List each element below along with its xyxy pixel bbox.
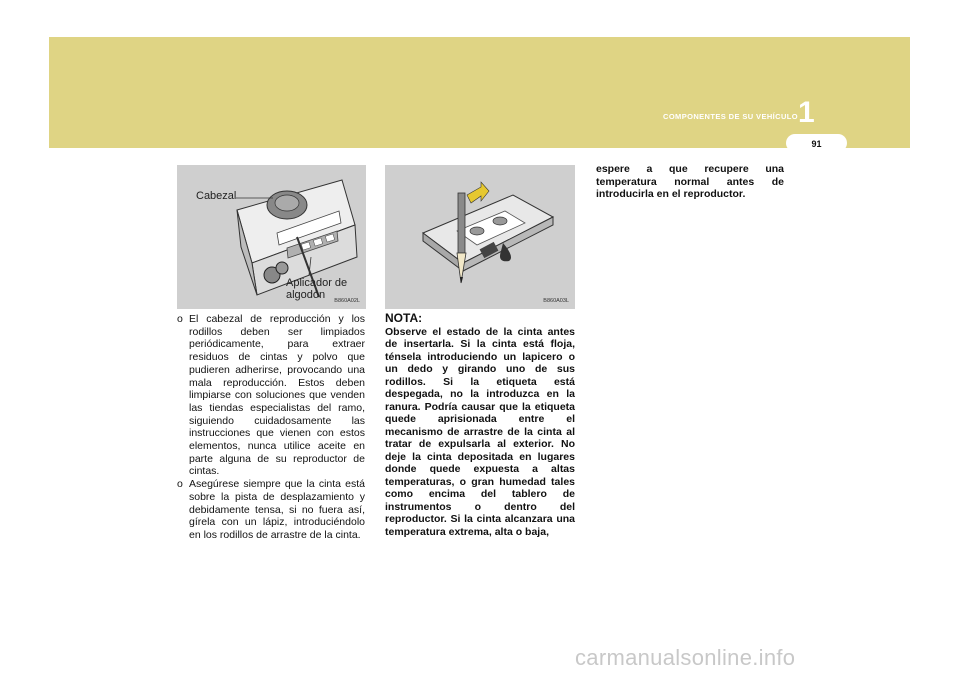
note-text: Observe el estado de la cinta antes de insertarla. Si la cinta está floja, ténsela introduciendo un lapicero o un dedo y girando uno de sus rodillos. Si la etiqueta está despegada, no la introduzca en la ranura. Podría causar que la etiqueta quede aprisionada entre el mecanismo de arrastre de la cinta al tratar de expulsarla al exterior. No deje la cinta depositada en lugares donde quede expuesta a altas temperaturas, o gran humedad tales como encima del tablero de instrumentos o dentro del reproductor. Si la cinta alcanzara una temperatura extrema, alta o baja, xyxy=(385,325,575,538)
watermark: carmanualsonline.info xyxy=(575,645,796,670)
bullet-mark: o xyxy=(177,313,183,325)
cassette-tape-figure xyxy=(385,165,575,309)
bullet-item xyxy=(177,478,365,542)
bullet-text: El cabezal de reproducción y los rodillos deben ser limpiados periódicamente, para extraer residuos de cintas y polvo que pudieren adherirse, provocando una mala reproducción. Estos deben limpiarse con soluciones que venden las tiendas especialistas del ramo, siguiendo cuidadosamente las instrucciones que vienen con estos elementos, nunca utilice aceite en parte alguna de su reproductor de cintas. xyxy=(189,313,365,478)
note-title: NOTA: xyxy=(385,311,423,325)
cleaning-instructions xyxy=(177,313,365,542)
bullet-text: Asegúrese siempre que la cinta está sobre la pista de desplazamiento y debidamente tensa, si no fuera así, gírela con un lápiz, introduciéndolo en los rodillos de arrastre de la cinta. xyxy=(189,478,365,541)
figure-code: B860A03L xyxy=(543,298,569,304)
callout-head: Cabezal xyxy=(196,190,237,202)
figure-code: B860A02L xyxy=(334,298,360,304)
chapter-number: 1 xyxy=(798,96,815,129)
cassette-player-figure xyxy=(177,165,366,309)
chapter-title: COMPONENTES DE SU VEHÍCULO xyxy=(663,112,798,121)
cassette-tape-illustration xyxy=(385,165,575,309)
note-block xyxy=(385,312,575,538)
bullet-mark: o xyxy=(177,478,183,491)
header-band xyxy=(49,37,910,148)
callout-applicator: Aplicador de algodón xyxy=(286,277,348,301)
bullet-item xyxy=(177,313,365,478)
note-continuation: espere a que recupere una temperatura normal antes de introducirla en el reproductor. xyxy=(596,163,784,200)
page-number: 91 xyxy=(786,134,847,152)
